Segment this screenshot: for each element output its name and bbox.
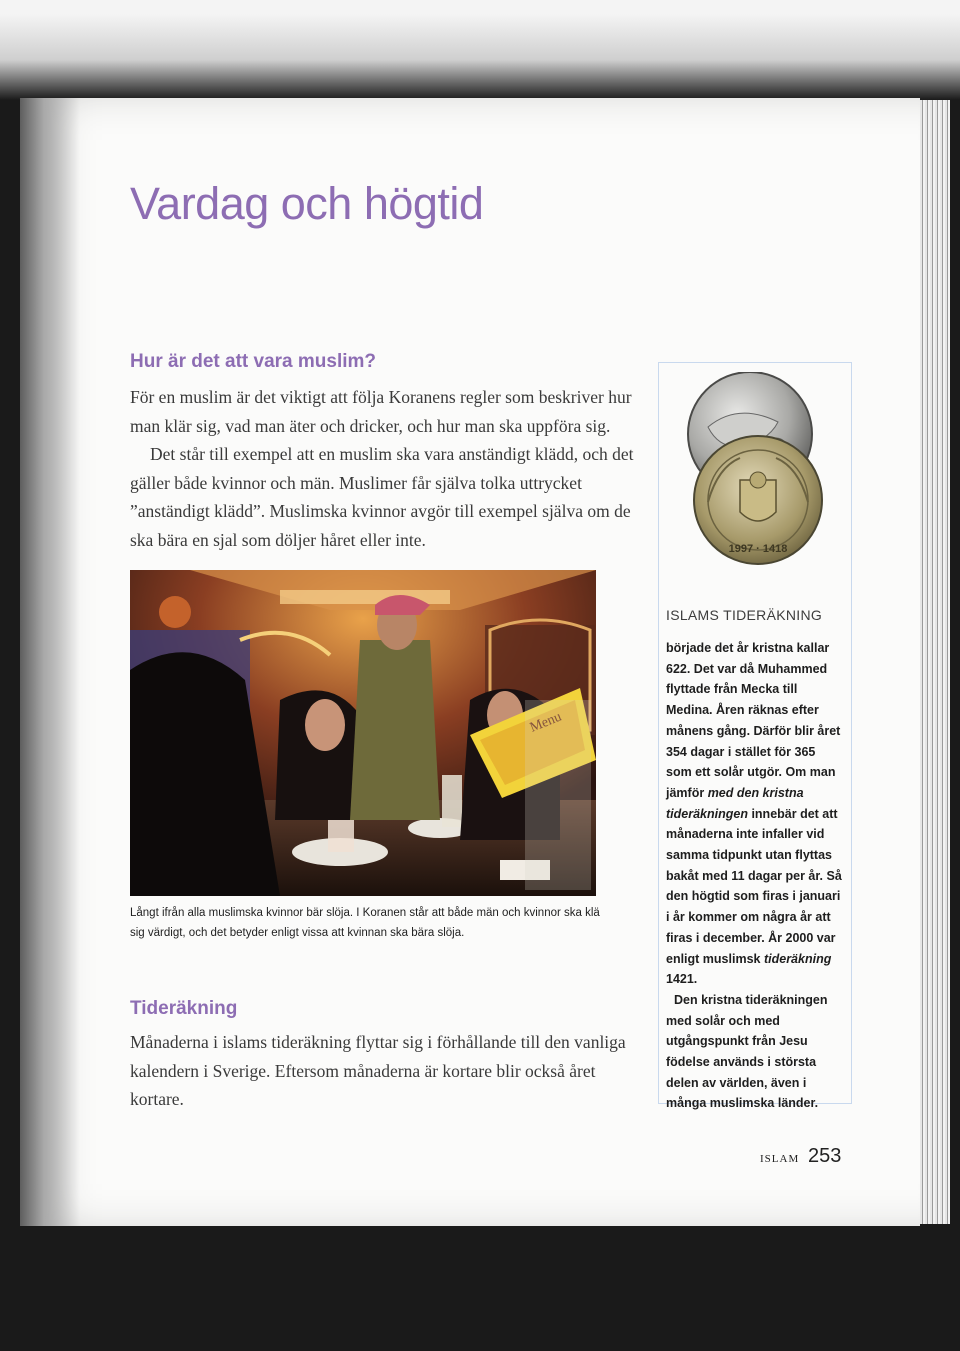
sidebar-p1-emphasis-2: tideräkning [763, 951, 832, 966]
cafe-photo [130, 570, 596, 896]
intro-paragraph: För en muslim är det viktigt att följa Koranens regler som beskriver hur man klär sig, vad man äter och dricker, och hur man ska uppföra sig. [130, 387, 632, 436]
section-heading-muslim: Hur är det att vara muslim? [130, 351, 377, 372]
tunisian-coin-illustration [678, 372, 834, 572]
photo-caption: Långt ifrån alla muslimska kvinnor bär slöja. I Koranen står att både män och kvinnor ska klä sig värdigt, och det betyder enligt vissa att kvinnan ska bära slöja. [130, 907, 600, 939]
coin-year-text: 1997 · 1418 [728, 543, 788, 555]
sidebar-paragraph-2: Den kristna tideräkningen med solår och med utgångspunkt från Jesu födelse används i största delen av världen, även i många muslimska länder. [666, 992, 828, 1111]
page-number: 253 [808, 1145, 842, 1167]
menu-card-text: Menu [527, 709, 564, 736]
sidebar-p1-end: 1421. [666, 972, 698, 987]
sidebar-text [666, 638, 844, 1114]
sidebar-p1-emphasis: med den kristna tideräkningen [666, 785, 804, 821]
coin-image [678, 372, 834, 572]
sidebar-heading: ISLAMS TIDERÄKNING [666, 607, 823, 623]
section-heading-tiderakning: Tideräkning [130, 998, 238, 1019]
footer-chapter-label: ISLAM [760, 1153, 800, 1165]
sidebar-p1-start: började det år kristna kallar 622. Det var då Muhammed flyttade från Mecka till Medina. Åren räknas efter månens gång. Därför blir året 354 dagar i stället för 365 som ett solår utgör. Om man jämför [666, 641, 841, 800]
tiderakning-paragraph: Månaderna i islams tideräkning flyttar sig i förhållande till den vanliga kalendern i Sverige. Eftersom månaderna är kortare blir också året kortare. [130, 1032, 626, 1110]
sidebar-p1-middle: innebär det att månaderna inte infaller vid samma tidpunkt utan flyttas bakåt med 11 dagar per år. Så den högtid som firas i januari i år kommer om några år att firas i december. År 2000 var enligt muslimsk [666, 806, 842, 966]
body-paragraph: Det står till exempel att en muslim ska vara anständigt klädd, och det gäller både kvinnor och män. Muslimer får själva tolka uttrycket ”anständigt klädd”. Muslimska kvinnor avgör till exempel själva om de ska bära en sjal som döljer håret eller inte. [130, 444, 634, 550]
cafe-photo-image [130, 570, 596, 896]
book-gutter-shadow [20, 98, 80, 1226]
page-title: Vardag och högtid [130, 178, 484, 229]
sidebar-paragraph-1 [666, 638, 844, 990]
